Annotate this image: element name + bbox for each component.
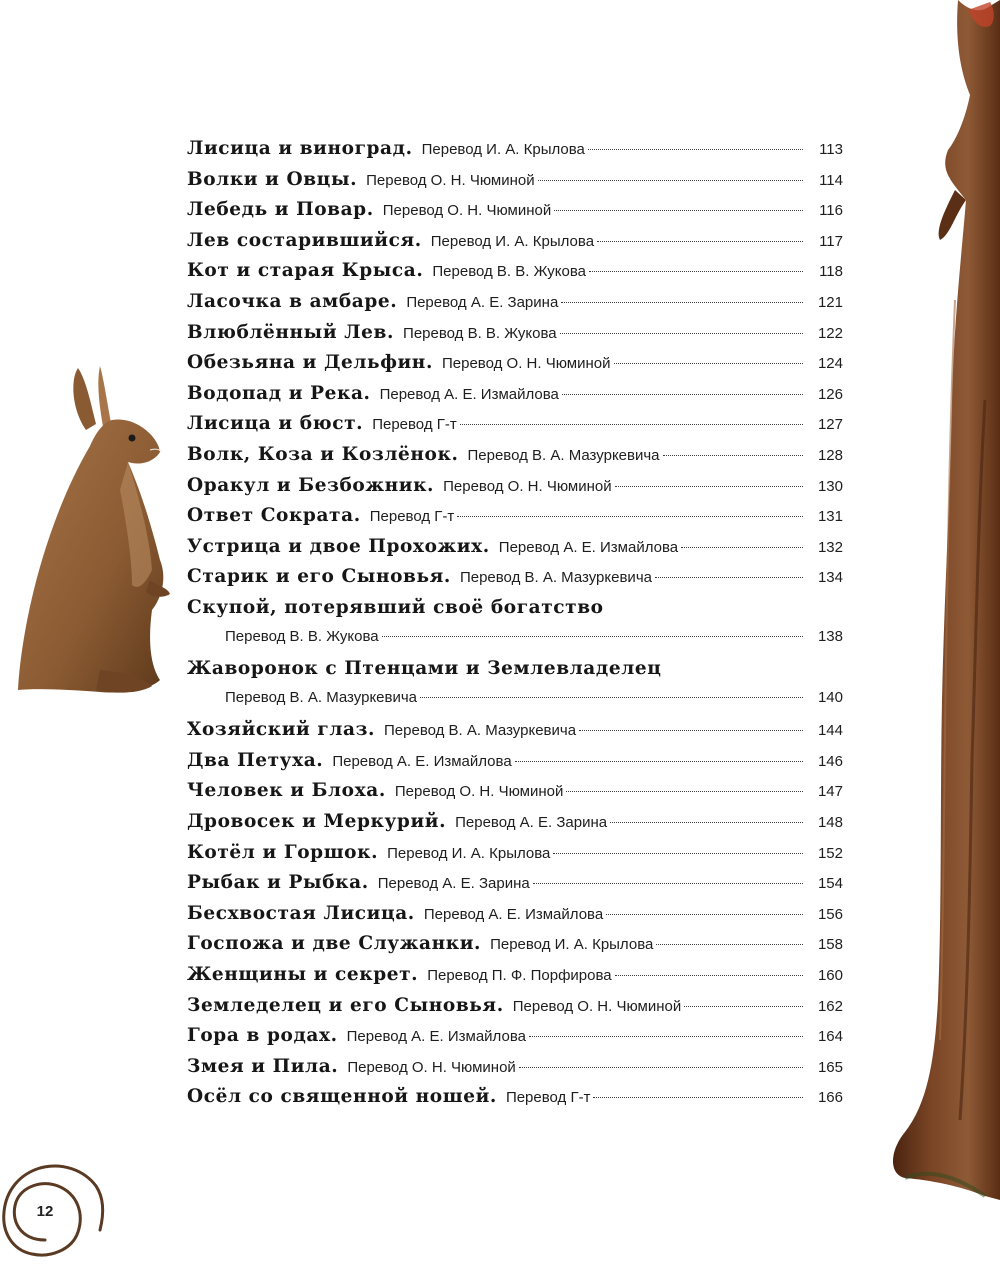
entry-page-number: 158 xyxy=(817,936,843,954)
dot-leader xyxy=(656,944,803,945)
toc-entry[interactable] xyxy=(187,444,843,475)
entry-page-number: 144 xyxy=(817,722,843,740)
entry-title: Старик и его Сыновья. xyxy=(187,566,451,588)
toc-entry[interactable] xyxy=(187,322,843,353)
entry-page-number: 131 xyxy=(817,508,843,526)
dot-leader xyxy=(610,822,803,823)
entry-page-number: 156 xyxy=(817,905,843,923)
entry-title: Котёл и Горшок. xyxy=(187,841,379,863)
dot-leader xyxy=(588,149,803,150)
entry-page-number: 128 xyxy=(817,446,843,464)
entry-title: Лев состарившийся. xyxy=(187,229,422,251)
entry-translator: Перевод В. В. Жукова xyxy=(432,263,587,281)
entry-translator: Перевод О. Н. Чюминой xyxy=(442,355,611,373)
entry-translator: Перевод А. Е. Зарина xyxy=(455,814,608,832)
entry-page-number: 147 xyxy=(817,783,843,801)
entry-title: Обезьяна и Дельфин. xyxy=(187,352,433,374)
dot-leader xyxy=(519,1067,803,1068)
page-number: 12 xyxy=(36,1203,54,1220)
entry-page-number: 118 xyxy=(819,263,843,281)
dot-leader xyxy=(606,914,803,915)
entry-translator: Перевод О. Н. Чюминой xyxy=(512,997,682,1015)
entry-title: Дровосек и Меркурий. xyxy=(187,811,447,833)
entry-translator: Перевод О. Н. Чюминой xyxy=(382,202,552,220)
entry-title: Кот и старая Крыса. xyxy=(187,260,424,282)
entry-title: Земледелец и его Сыновья. xyxy=(187,994,504,1016)
toc-entry[interactable] xyxy=(187,750,843,781)
toc-entry[interactable] xyxy=(187,169,843,200)
entry-page-number: 121 xyxy=(817,293,843,311)
dot-leader xyxy=(615,486,803,487)
toc-entry[interactable] xyxy=(187,352,843,383)
entry-translator: Перевод И. А. Крылова xyxy=(421,141,585,158)
entry-translator: Перевод А. Е. Измайлова xyxy=(332,752,512,770)
entry-page-number: 124 xyxy=(817,355,843,373)
entry-translator: Перевод П. Ф. Порфирова xyxy=(427,967,612,985)
entry-title: Лебедь и Повар. xyxy=(187,199,374,221)
toc-entry[interactable] xyxy=(187,413,843,444)
toc-entry[interactable] xyxy=(187,903,843,934)
entry-translator: Перевод Г-т xyxy=(369,508,455,526)
dot-leader xyxy=(457,516,803,517)
dot-leader xyxy=(533,883,803,884)
dot-leader xyxy=(460,424,803,425)
entry-page-number: 140 xyxy=(817,688,843,706)
entry-translator: Перевод В. А. Мазуркевича xyxy=(384,722,577,740)
dot-leader xyxy=(560,333,803,334)
entry-title: Устрица и двое Прохожих. xyxy=(187,535,490,557)
entry-translator: Перевод И. А. Крылова xyxy=(387,844,551,862)
dot-leader xyxy=(593,1097,803,1098)
entry-title: Бесхвостая Лисица. xyxy=(187,902,415,924)
toc-entry[interactable] xyxy=(187,658,843,719)
entry-title: Ласочка в амбаре. xyxy=(187,290,398,312)
toc-entry[interactable] xyxy=(187,1025,843,1056)
entry-title: Человек и Блоха. xyxy=(187,780,386,802)
entry-page-number: 117 xyxy=(819,232,843,250)
dot-leader xyxy=(684,1006,803,1007)
entry-page-number: 165 xyxy=(817,1058,843,1076)
entry-title: Осёл со священной ношей. xyxy=(187,1086,497,1108)
dot-leader xyxy=(382,636,803,637)
toc-entry[interactable] xyxy=(187,566,843,597)
toc-entry[interactable] xyxy=(187,842,843,873)
entry-title: Жаворонок с Птенцами и Землевладелец xyxy=(187,658,662,680)
dot-leader xyxy=(420,697,803,698)
dot-leader xyxy=(615,975,803,976)
entry-title: Хозяйский глаз. xyxy=(187,719,376,741)
toc-entry[interactable] xyxy=(187,1056,843,1087)
entry-translator: Перевод Г-т xyxy=(372,416,457,434)
entry-translator: Перевод А. Е. Измайлова xyxy=(498,538,679,556)
entry-translator: Перевод А. Е. Зарина xyxy=(377,875,530,893)
toc-entry[interactable] xyxy=(187,475,843,506)
entry-translator: Перевод В. А. Мазуркевича xyxy=(459,569,652,587)
entry-translator: Перевод А. Е. Измайлова xyxy=(346,1028,526,1046)
toc-entry[interactable] xyxy=(187,260,843,291)
toc-entry[interactable] xyxy=(187,995,843,1026)
entry-title: Волк, Коза и Козлёнок. xyxy=(187,443,459,465)
dot-leader xyxy=(663,455,803,456)
entry-translator: Перевод О. Н. Чюминой xyxy=(347,1058,516,1076)
dot-leader xyxy=(561,302,803,303)
entry-page-number: 126 xyxy=(817,385,843,403)
dot-leader xyxy=(554,210,803,211)
entry-page-number: 148 xyxy=(817,814,843,832)
toc-entry[interactable] xyxy=(187,230,843,261)
toc-entry[interactable] xyxy=(187,138,843,169)
entry-translator: Перевод В. А. Мазуркевича xyxy=(225,688,418,706)
entry-page-number: 114 xyxy=(819,171,843,189)
entry-translator: Перевод В. В. Жукова xyxy=(403,324,557,342)
entry-title: Рыбак и Рыбка. xyxy=(187,872,369,894)
dot-leader xyxy=(529,1036,803,1037)
entry-title: Лисица и бюст. xyxy=(187,413,364,435)
entry-translator: Перевод А. Е. Измайлова xyxy=(379,385,559,403)
entry-page-number: 154 xyxy=(817,875,843,893)
entry-page-number: 162 xyxy=(817,997,843,1015)
entry-title: Лисица и виноград. xyxy=(187,138,413,159)
entry-translator: Перевод И. А. Крылова xyxy=(490,936,654,954)
entry-title: Волки и Овцы. xyxy=(187,168,358,190)
entry-title: Змея и Пила. xyxy=(187,1055,339,1077)
hare-illustration xyxy=(18,366,170,693)
entry-page-number: 113 xyxy=(819,141,843,158)
entry-translator: Перевод Г-т xyxy=(505,1089,591,1107)
entry-translator: Перевод И. А. Крылова xyxy=(430,232,595,250)
toc-entry[interactable] xyxy=(187,199,843,230)
toc-entry[interactable] xyxy=(187,597,843,658)
toc-entry[interactable] xyxy=(187,933,843,964)
entry-translator: Перевод В. А. Мазуркевича xyxy=(467,446,660,464)
entry-translator: Перевод А. Е. Измайлова xyxy=(423,905,604,923)
toc-entry[interactable] xyxy=(187,536,843,567)
toc-entry[interactable] xyxy=(187,291,843,322)
toc-entry[interactable] xyxy=(187,780,843,811)
entry-page-number: 164 xyxy=(817,1028,843,1046)
dot-leader xyxy=(553,853,803,854)
entry-page-number: 152 xyxy=(817,844,843,862)
entry-page-number: 116 xyxy=(819,202,843,220)
table-of-contents xyxy=(187,138,843,1117)
entry-page-number: 132 xyxy=(817,538,843,556)
entry-page-number: 138 xyxy=(817,627,843,645)
entry-title: Гора в родах. xyxy=(187,1025,338,1047)
dot-leader xyxy=(579,730,803,731)
entry-translator: Перевод О. Н. Чюминой xyxy=(443,477,612,495)
entry-title: Водопад и Река. xyxy=(187,382,371,404)
entry-title: Госпожа и две Служанки. xyxy=(187,933,482,955)
dot-leader xyxy=(589,271,803,272)
toc-entry[interactable] xyxy=(187,719,843,750)
toc-entry[interactable] xyxy=(187,872,843,903)
dot-leader xyxy=(614,363,804,364)
entry-translator: Перевод А. Е. Зарина xyxy=(406,293,559,311)
toc-entry[interactable] xyxy=(187,1086,843,1117)
entry-translator: Перевод О. Н. Чюминой xyxy=(394,783,564,801)
toc-entry[interactable] xyxy=(187,811,843,842)
entry-title: Оракул и Безбожник. xyxy=(187,474,435,496)
tree-trunk-illustration xyxy=(893,0,1000,1200)
entry-title: Скупой, потерявший своё богатство xyxy=(187,596,604,618)
entry-title: Влюблённый Лев. xyxy=(187,321,395,343)
entry-title: Два Петуха. xyxy=(187,749,324,771)
entry-page-number: 122 xyxy=(817,324,843,342)
dot-leader xyxy=(681,547,803,548)
entry-page-number: 166 xyxy=(817,1089,843,1107)
entry-page-number: 160 xyxy=(817,967,843,985)
entry-title: Ответ Сократа. xyxy=(187,505,361,527)
toc-entry[interactable] xyxy=(187,964,843,995)
dot-leader xyxy=(566,791,803,792)
entry-translator: Перевод В. В. Жукова xyxy=(225,627,379,645)
dot-leader xyxy=(538,180,803,181)
dot-leader xyxy=(597,241,803,242)
entry-page-number: 127 xyxy=(817,416,843,434)
entry-page-number: 130 xyxy=(817,477,843,495)
entry-translator: Перевод О. Н. Чюминой xyxy=(366,171,535,189)
toc-entry[interactable] xyxy=(187,383,843,414)
toc-entry[interactable] xyxy=(187,505,843,536)
dot-leader xyxy=(515,761,803,762)
entry-page-number: 146 xyxy=(817,752,843,770)
entry-title: Женщины и секрет. xyxy=(187,964,419,986)
dot-leader xyxy=(655,577,803,578)
dot-leader xyxy=(562,394,803,395)
entry-page-number: 134 xyxy=(817,569,843,587)
